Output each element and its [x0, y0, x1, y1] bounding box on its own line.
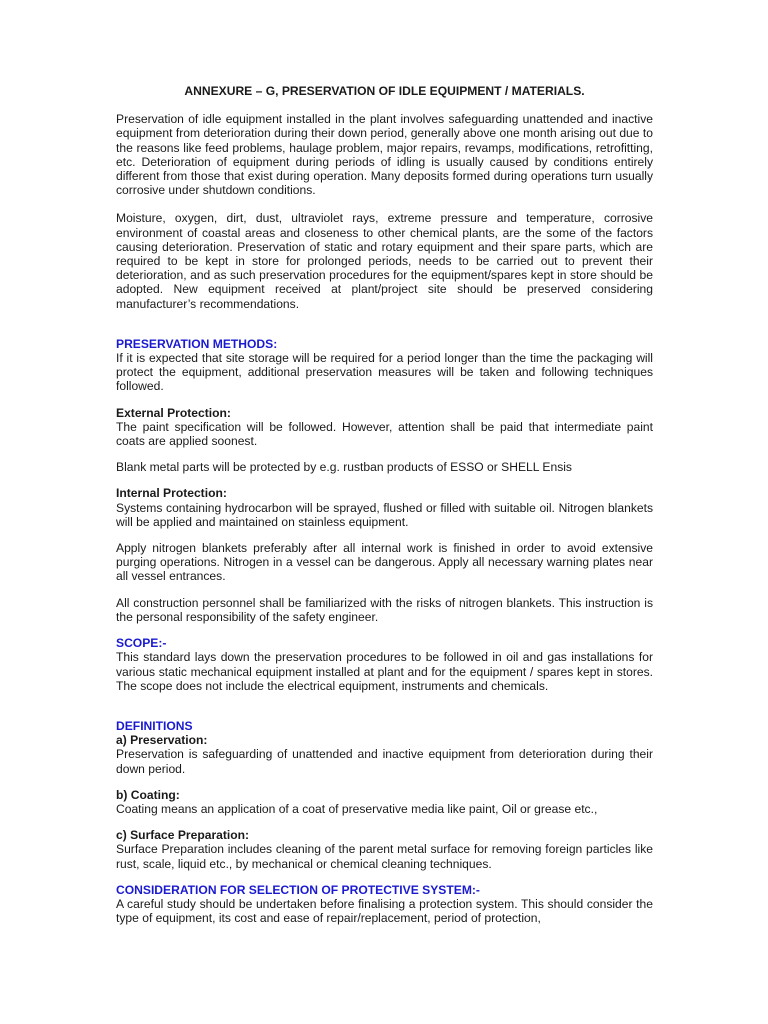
consideration-text: A careful study should be undertaken before finalising a protection system. This should consider the type of equipment, its cost and ease of repair/replacement, period of protection, [116, 896, 653, 926]
definitions-heading: DEFINITIONS [116, 718, 193, 733]
definition-text-coating: Coating means an application of a coat of preservative media like paint, Oil or grease etc., [116, 801, 598, 816]
consideration-heading: CONSIDERATION FOR SELECTION OF PROTECTIVE SYSTEM:- [116, 882, 480, 897]
intro-paragraph-1: Preservation of idle equipment installed in the plant involves safeguarding unattended and inactive equipment from deterioration during their down period, generally above one month arising out due to the reasons like feed problems, haulage problem, major repairs, revamps, modifications, retrofitting, etc. Deterioration of equipment during periods of idling is usually caused by conditions entirely different from those that exist during operation. Many deposits formed during operations turn usually corrosive under shutdown conditions. [116, 112, 653, 198]
document-page [116, 84, 653, 925]
preservation-methods-text: If it is expected that site storage will be required for a period longer than the time the packaging will protect the equipment, additional preservation measures will be taken and following techniques followed. [116, 351, 653, 394]
definition-term-surface-preparation: c) Surface Preparation: [116, 828, 250, 843]
scope-text: This standard lays down the preservation procedures to be followed in oil and gas installations for various static mechanical equipment installed at plant and for the equipment / spares kept in stores. The scope does not include the electrical equipment, instruments and chemicals. [116, 650, 653, 693]
definition-text-preservation: Preservation is safeguarding of unattended and inactive equipment from deterioration during their down period. [116, 747, 653, 776]
document-title: ANNEXURE – G, PRESERVATION OF IDLE EQUIPMENT / MATERIALS. [184, 84, 585, 98]
internal-protection-heading: Internal Protection: [116, 486, 227, 501]
scope-heading: SCOPE:- [116, 636, 167, 651]
preservation-methods-heading: PRESERVATION METHODS: [116, 336, 278, 351]
external-protection-text-2: Blank metal parts will be protected by e.g. rustban products of ESSO or SHELL Ensis [116, 460, 572, 475]
definition-term-preservation: a) Preservation: [116, 733, 208, 748]
external-protection-heading: External Protection: [116, 405, 231, 420]
internal-protection-text-3: All construction personnel shall be familiarized with the risks of nitrogen blankets. This instruction is the personal responsibility of the safety engineer. [116, 595, 653, 624]
intro-paragraph-2: Moisture, oxygen, dirt, dust, ultraviolet rays, extreme pressure and temperature, corrosive environment of coastal areas and closeness to other chemical plants, are the some of the factors causing deterioration. Preservation of static and rotary equipment and their spare parts, which are required to be kept in store for prolonged periods, needs to be carried out to prevent their deterioration, and as such preservation procedures for the equipment/spares kept in store should be adopted. New equipment received at plant/project site should be preserved considering manufacturer’s recommendations. [116, 211, 653, 311]
definition-text-surface-preparation: Surface Preparation includes cleaning of the parent metal surface for removing foreign particles like rust, scale, liquid etc., by mechanical or chemical cleaning techniques. [116, 842, 653, 871]
internal-protection-text: Systems containing hydrocarbon will be sprayed, flushed or filled with suitable oil. Nitrogen blankets will be applied and maintained on stainless equipment. [116, 500, 653, 529]
internal-protection-text-2: Apply nitrogen blankets preferably after all internal work is finished in order to avoid extensive purging operations. Nitrogen in a vessel can be dangerous. Apply all necessary warning plates near all vessel entrances. [116, 541, 653, 584]
external-protection-text: The paint specification will be followed. However, attention shall be paid that intermediate paint coats are applied soonest. [116, 419, 653, 449]
definition-term-coating: b) Coating: [116, 787, 180, 802]
